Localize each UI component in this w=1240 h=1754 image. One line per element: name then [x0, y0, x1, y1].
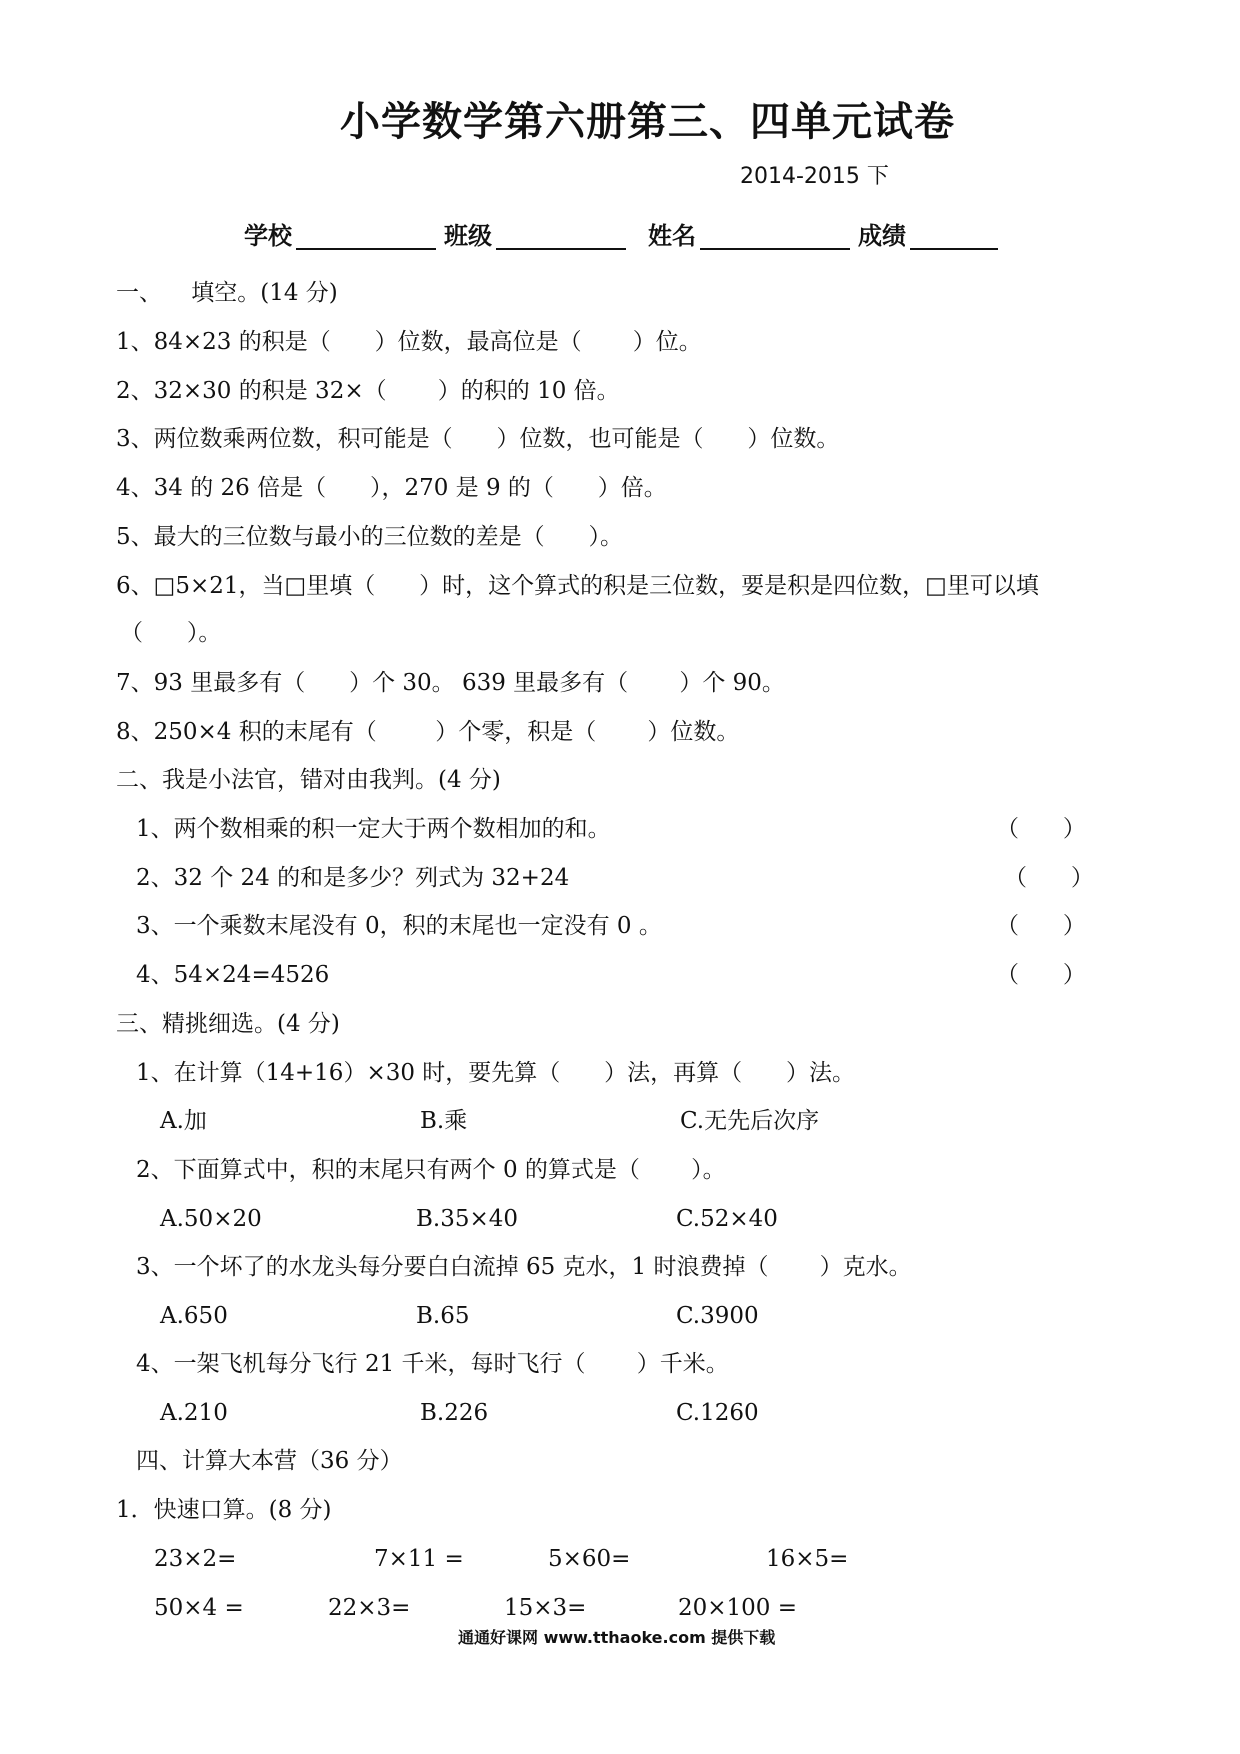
choice-2-option-b[interactable]: B.35×40 — [416, 1206, 519, 1232]
calc-row2-item-2: 22×3= — [328, 1595, 411, 1621]
calc-row2-item-3: 15×3= — [504, 1595, 587, 1621]
choice-question-2: 2、下面算式中，积的末尾只有两个 0 的算式是（ ）。 — [136, 1157, 726, 1183]
fill-item-8: 8、250×4 积的末尾有（ ）个零，积是（ ）位数。 — [116, 719, 740, 745]
fill-item-7: 7、93 里最多有（ ）个 30。 639 里最多有（ ）个 90。 — [116, 670, 785, 696]
choice-3-option-a[interactable]: A.650 — [160, 1303, 228, 1329]
page-title: 小学数学第六册第三、四单元试卷 — [340, 99, 955, 145]
class-label: 班级 — [444, 222, 492, 250]
class-blank[interactable] — [496, 248, 626, 250]
choice-3-option-c[interactable]: C.3900 — [676, 1303, 759, 1329]
section1-heading: 一、 填空。(14 分) — [116, 280, 338, 306]
fill-item-1: 1、84×23 的积是（ ）位数，最高位是（ ）位。 — [116, 329, 702, 355]
choice-1-option-a[interactable]: A.加 — [160, 1108, 207, 1134]
judge-bracket-1[interactable]: （ ） — [996, 816, 1086, 842]
choice-question-4: 4、一架飞机每分飞行 21 千米，每时飞行（ ）千米。 — [136, 1351, 729, 1377]
choice-question-3: 3、一个坏了的水龙头每分要白白流掉 65 克水，1 时浪费掉（ ）克水。 — [136, 1254, 912, 1280]
name-blank[interactable] — [700, 248, 850, 250]
score-label: 成绩 — [858, 222, 906, 250]
choice-question-1: 1、在计算（14+16）×30 时，要先算（ ）法，再算（ ）法。 — [136, 1060, 856, 1086]
choice-4-option-b[interactable]: B.226 — [420, 1400, 489, 1426]
fill-item-2: 2、32×30 的积是 32×（ ）的积的 10 倍。 — [116, 378, 620, 404]
judge-item-1: 1、两个数相乘的积一定大于两个数相加的和。 — [136, 816, 611, 842]
judge-bracket-3[interactable]: （ ） — [996, 913, 1086, 939]
section4-heading: 四、计算大本营（36 分） — [136, 1448, 403, 1474]
mental-math-heading: 1．快速口算。(8 分) — [116, 1497, 332, 1523]
judge-bracket-4[interactable]: （ ） — [996, 962, 1086, 988]
calc-row1-item-1: 23×2= — [154, 1546, 237, 1572]
fill-item-4: 4、34 的 26 倍是（ ），270 是 9 的（ ）倍。 — [116, 475, 667, 501]
calc-row2-item-1: 50×4 = — [154, 1595, 244, 1621]
calc-row1-item-3: 5×60= — [548, 1546, 631, 1572]
name-label: 姓名 — [648, 222, 696, 250]
fill-item-6-continued: （ ）。 — [120, 620, 222, 646]
term-label: 2014-2015 下 — [740, 164, 889, 189]
section2-heading: 二、我是小法官，错对由我判。(4 分) — [116, 767, 501, 793]
school-label: 学校 — [244, 222, 292, 250]
calc-row1-item-2: 7×11 = — [374, 1546, 464, 1572]
fill-item-3: 3、两位数乘两位数，积可能是（ ）位数，也可能是（ ）位数。 — [116, 426, 840, 452]
choice-3-option-b[interactable]: B.65 — [416, 1303, 470, 1329]
choice-2-option-a[interactable]: A.50×20 — [160, 1206, 262, 1232]
section3-heading: 三、精挑细选。(4 分) — [116, 1011, 340, 1037]
footer-credit: 通通好课网 www.tthaoke.com 提供下载 — [458, 1628, 776, 1647]
choice-4-option-a[interactable]: A.210 — [160, 1400, 228, 1426]
choice-2-option-c[interactable]: C.52×40 — [676, 1206, 778, 1232]
fill-item-5: 5、最大的三位数与最小的三位数的差是（ ）。 — [116, 524, 623, 550]
judge-bracket-2[interactable]: （ ） — [1004, 865, 1094, 891]
judge-item-4: 4、54×24=4526 — [136, 962, 330, 988]
choice-1-option-b[interactable]: B.乘 — [420, 1108, 468, 1134]
choice-4-option-c[interactable]: C.1260 — [676, 1400, 759, 1426]
score-blank[interactable] — [910, 248, 998, 250]
calc-row2-item-4: 20×100 = — [678, 1595, 798, 1621]
calc-row1-item-4: 16×5= — [766, 1546, 849, 1572]
fill-item-6: 6、□5×21，当□里填（ ）时，这个算式的积是三位数，要是积是四位数，□里可以填 — [116, 573, 1039, 599]
school-blank[interactable] — [296, 248, 436, 250]
choice-1-option-c[interactable]: C.无先后次序 — [680, 1108, 820, 1134]
judge-item-3: 3、一个乘数末尾没有 0，积的末尾也一定没有 0 。 — [136, 913, 662, 939]
judge-item-2: 2、32 个 24 的和是多少？列式为 32+24 — [136, 865, 570, 891]
